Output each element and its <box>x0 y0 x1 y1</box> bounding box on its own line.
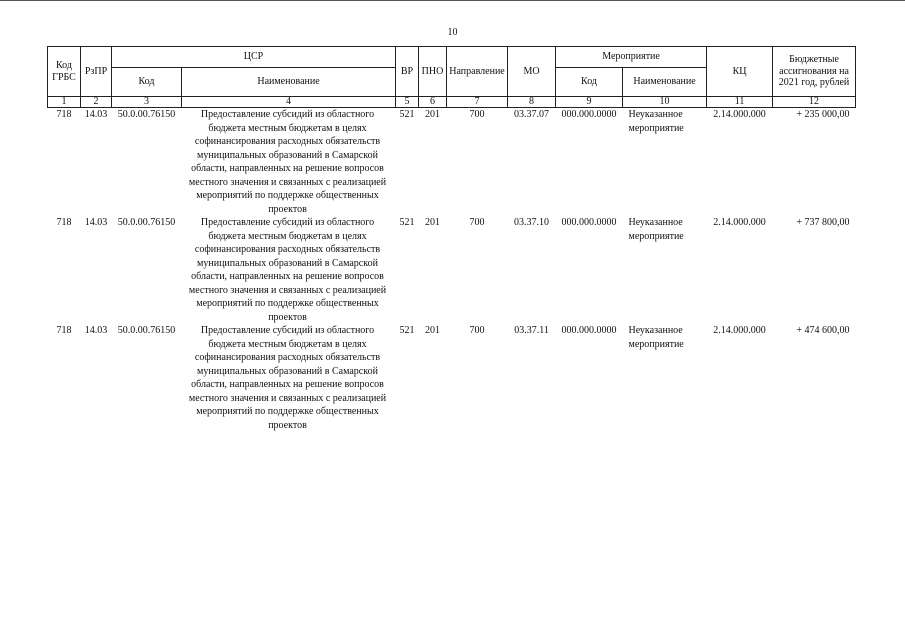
table-row <box>48 216 856 324</box>
cell-pno: 201 <box>425 109 441 120</box>
cell-event-name: Неуказанное мероприятие <box>628 325 684 350</box>
cell-event-name: Неуказанное мероприятие <box>628 217 684 242</box>
header-csr-name: Наименование <box>182 68 396 97</box>
header-grbs: Код ГРБС <box>48 47 81 97</box>
column-number: 11 <box>707 97 773 108</box>
column-number: 7 <box>447 97 508 108</box>
column-number: 10 <box>623 97 707 108</box>
header-pno: ПНО <box>419 47 447 97</box>
header-vr: ВР <box>396 47 419 97</box>
cell-vr: 521 <box>399 325 415 336</box>
cell-amount: + 737 800,00 <box>796 217 850 228</box>
cell-csr-code: 50.0.00.76150 <box>117 217 176 228</box>
cell-event-code: 000.000.0000 <box>561 325 617 336</box>
cell-rzpr: 14.03 <box>84 217 108 228</box>
table-body <box>48 108 856 433</box>
cell-kc: 2.14.000.000 <box>713 325 766 336</box>
cell-grbs: 718 <box>56 325 72 336</box>
cell-vr: 521 <box>399 109 415 120</box>
budget-table <box>47 46 856 432</box>
cell-name: Предоставление субсидий из областного бюджета местным бюджетам в целях софинансирования расходных обязательств муниципальных образований в Самарской области, направленных на решение вопросов местного значения и связанных с реализацией мероприятий по поддержке общественных проектов <box>188 109 387 215</box>
cell-mo: 03.37.10 <box>514 217 550 228</box>
cell-direction: 700 <box>469 109 485 120</box>
column-number: 9 <box>556 97 623 108</box>
table-header <box>48 47 856 108</box>
cell-pno: 201 <box>425 325 441 336</box>
column-number: 12 <box>773 97 856 108</box>
column-number: 8 <box>508 97 556 108</box>
header-csr: ЦСР <box>112 47 396 68</box>
cell-event-code: 000.000.0000 <box>561 217 617 228</box>
cell-direction: 700 <box>469 217 485 228</box>
header-direction: Направление <box>447 47 508 97</box>
cell-event-code: 000.000.0000 <box>561 109 617 120</box>
cell-direction: 700 <box>469 325 485 336</box>
cell-mo: 03.37.07 <box>514 109 550 120</box>
cell-pno: 201 <box>425 217 441 228</box>
cell-amount: + 235 000,00 <box>796 109 850 120</box>
cell-rzpr: 14.03 <box>84 325 108 336</box>
column-number: 6 <box>419 97 447 108</box>
cell-vr: 521 <box>399 217 415 228</box>
column-number-row <box>48 97 856 108</box>
cell-name: Предоставление субсидий из областного бюджета местным бюджетам в целях софинансирования расходных обязательств муниципальных образований в Самарской области, направленных на решение вопросов местного значения и связанных с реализацией мероприятий по поддержке общественных проектов <box>188 325 387 431</box>
cell-kc: 2.14.000.000 <box>713 109 766 120</box>
header-rzpr: РзПР <box>81 47 112 97</box>
column-number: 2 <box>81 97 112 108</box>
header-csr-code: Код <box>112 68 182 97</box>
cell-event-name: Неуказанное мероприятие <box>628 109 684 134</box>
page-number: 10 <box>447 27 458 38</box>
column-number: 4 <box>182 97 396 108</box>
table-row <box>48 108 856 217</box>
header-event-code: Код <box>556 68 623 97</box>
header-mo: МО <box>508 47 556 97</box>
cell-kc: 2.14.000.000 <box>713 217 766 228</box>
header-budget: Бюджетные ассигнования на 2021 год, рублей <box>773 47 856 97</box>
column-number: 5 <box>396 97 419 108</box>
header-event: Мероприятие <box>556 47 707 68</box>
cell-mo: 03.37.11 <box>514 325 549 336</box>
cell-csr-code: 50.0.00.76150 <box>117 109 176 120</box>
table-row <box>48 324 856 432</box>
top-scan-line <box>0 0 905 1</box>
header-event-name: Наименование <box>623 68 707 97</box>
cell-grbs: 718 <box>56 217 72 228</box>
cell-amount: + 474 600,00 <box>796 325 850 336</box>
cell-name: Предоставление субсидий из областного бюджета местным бюджетам в целях софинансирования расходных обязательств муниципальных образований в Самарской области, направленных на решение вопросов местного значения и связанных с реализацией мероприятий по поддержке общественных проектов <box>188 217 387 323</box>
header-kc: КЦ <box>707 47 773 97</box>
column-number: 3 <box>112 97 182 108</box>
column-number: 1 <box>48 97 81 108</box>
cell-grbs: 718 <box>56 109 72 120</box>
cell-rzpr: 14.03 <box>84 109 108 120</box>
cell-csr-code: 50.0.00.76150 <box>117 325 176 336</box>
